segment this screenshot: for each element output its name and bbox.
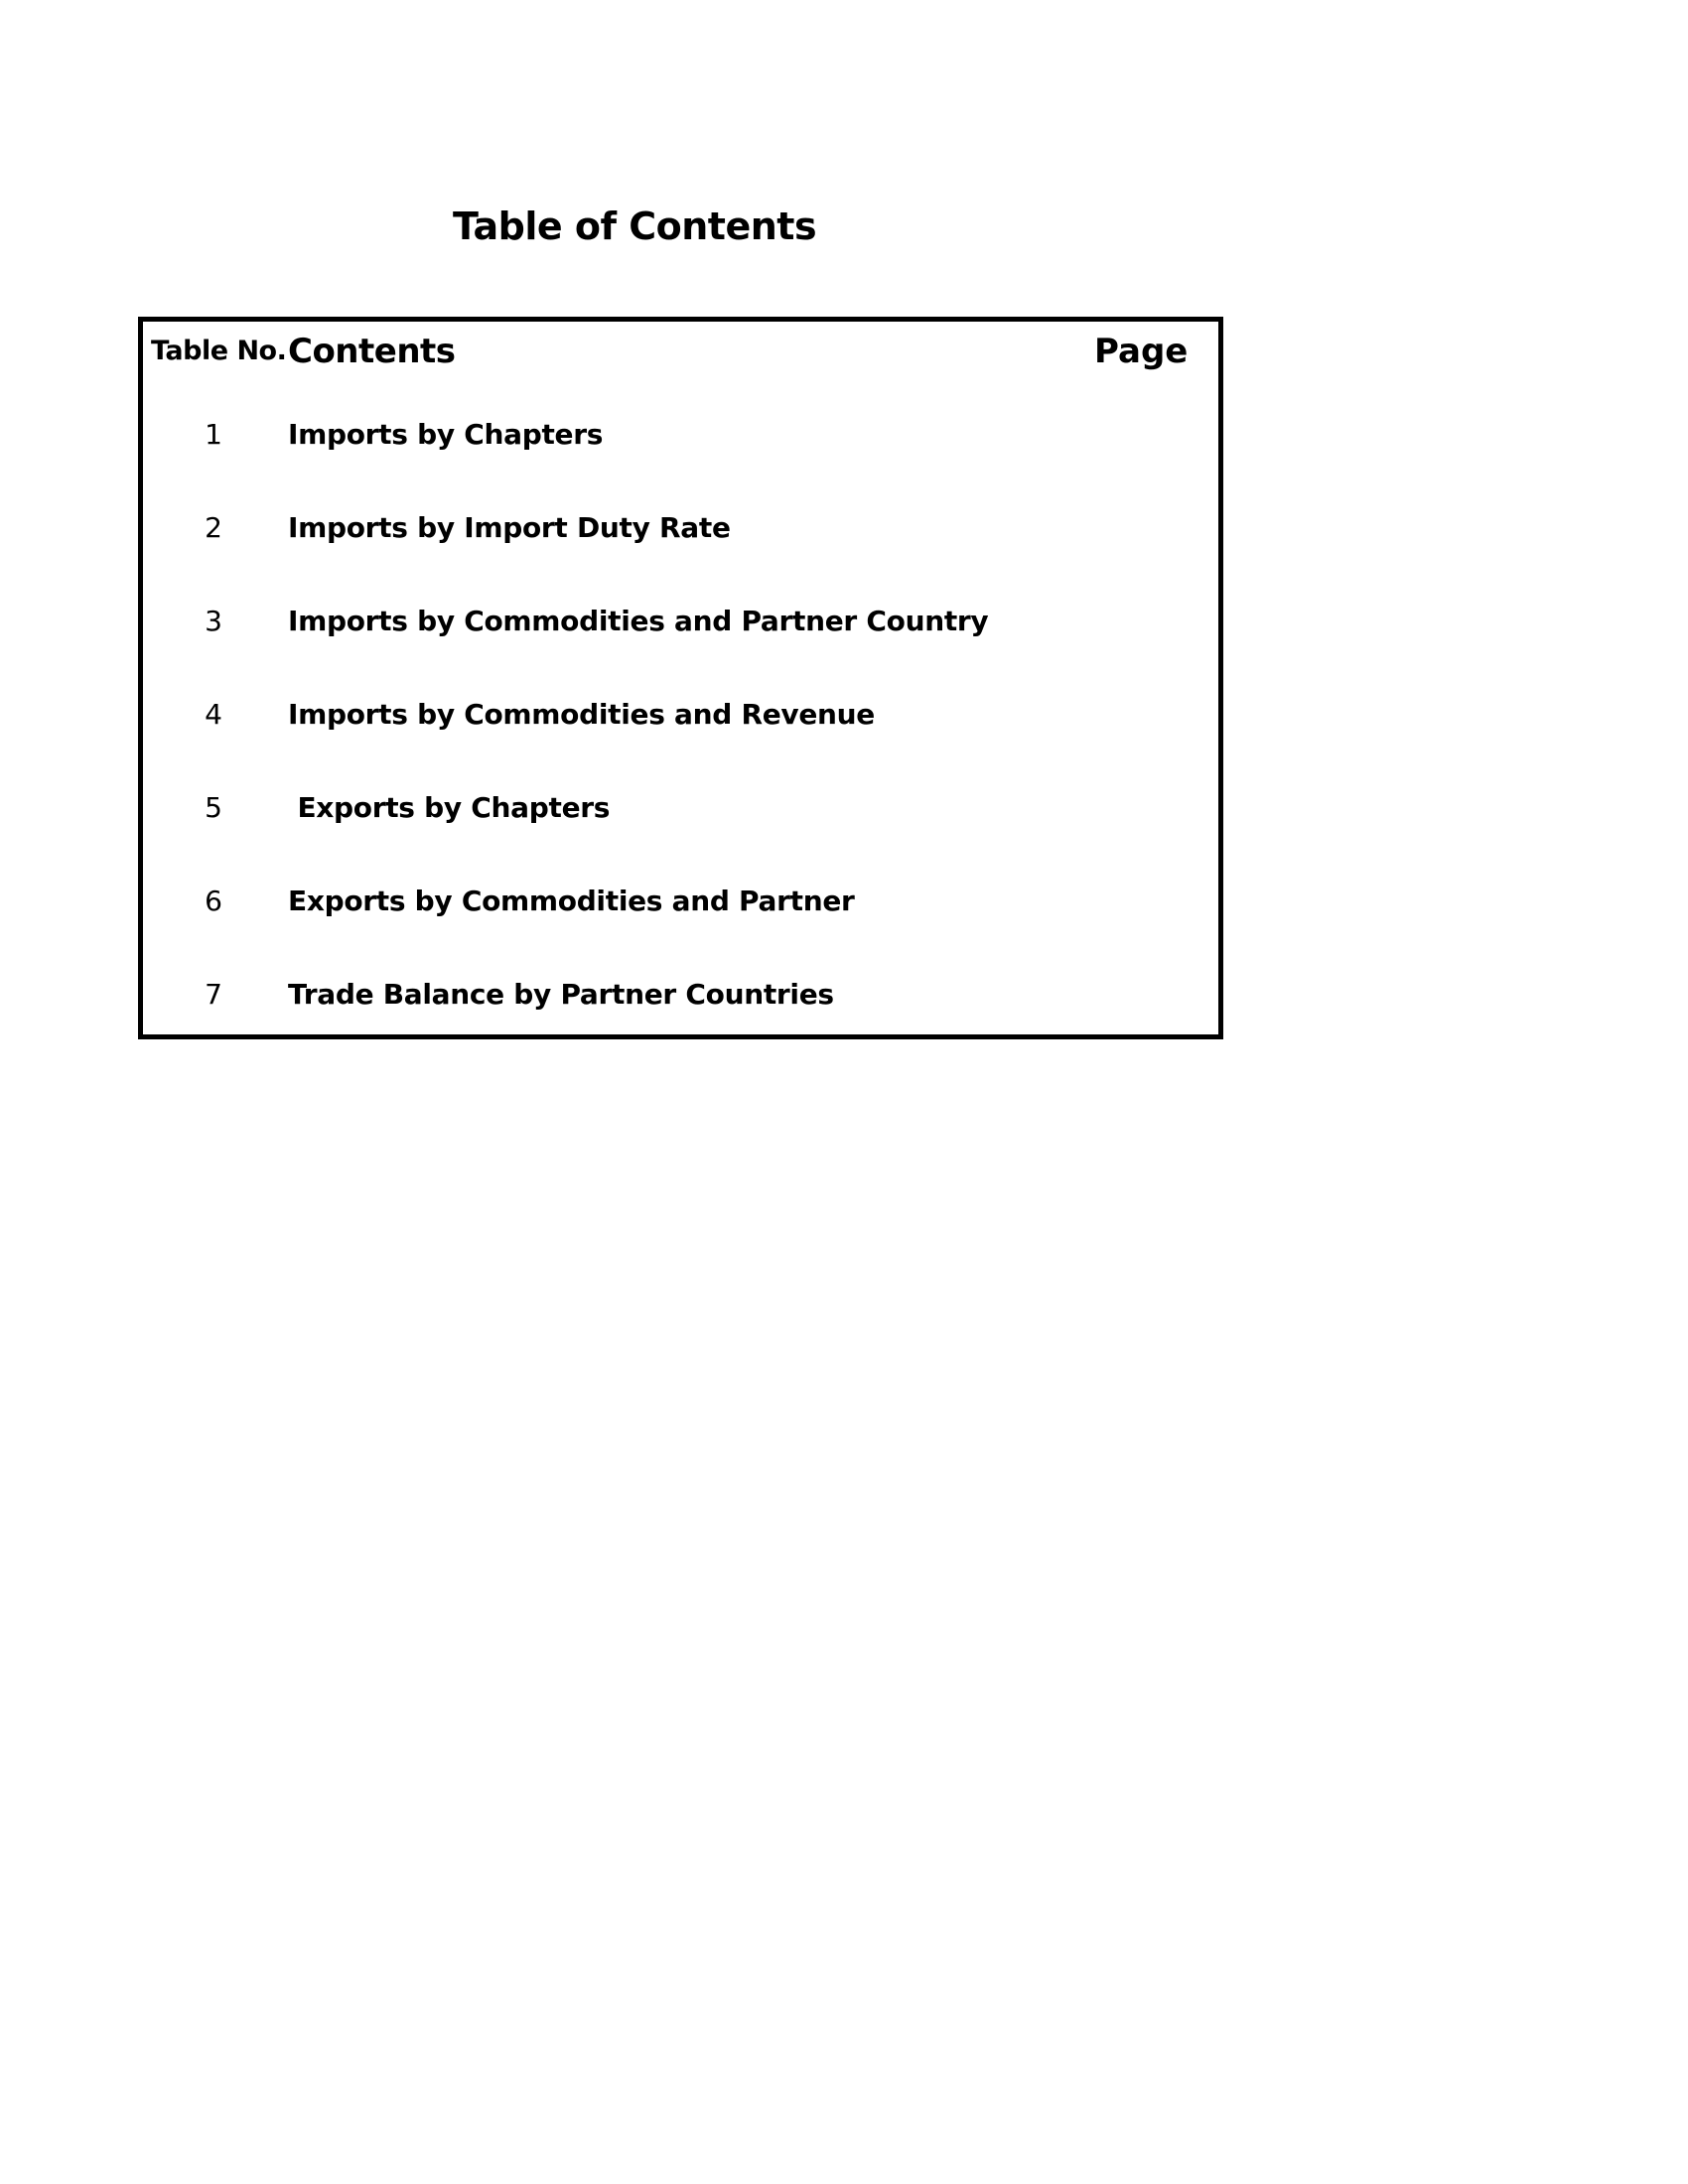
toc-table <box>138 317 1223 1039</box>
row-number: 6 <box>205 885 222 917</box>
row-number: 7 <box>205 978 222 1011</box>
row-title: Exports by Commodities and Partner <box>288 885 855 917</box>
toc-row <box>143 698 1218 738</box>
toc-row <box>143 978 1218 1018</box>
header-contents: Contents <box>288 332 456 371</box>
toc-row <box>143 791 1218 831</box>
header-page: Page <box>1094 332 1189 371</box>
toc-row <box>143 418 1218 458</box>
toc-row <box>143 511 1218 551</box>
page-title: Table of Contents <box>453 205 817 248</box>
row-title: Exports by Chapters <box>288 791 611 824</box>
row-number: 1 <box>205 418 222 451</box>
row-title: Imports by Commodities and Partner Country <box>288 605 989 637</box>
row-number: 2 <box>205 511 222 544</box>
toc-row <box>143 885 1218 924</box>
row-number: 4 <box>205 698 222 731</box>
row-number: 5 <box>205 791 222 824</box>
row-title: Imports by Import Duty Rate <box>288 511 731 544</box>
row-title: Trade Balance by Partner Countries <box>288 978 834 1011</box>
toc-row <box>143 605 1218 644</box>
row-title: Imports by Commodities and Revenue <box>288 698 875 731</box>
row-number: 3 <box>205 605 222 637</box>
row-title: Imports by Chapters <box>288 418 604 451</box>
header-table-no: Table No. <box>151 336 287 366</box>
